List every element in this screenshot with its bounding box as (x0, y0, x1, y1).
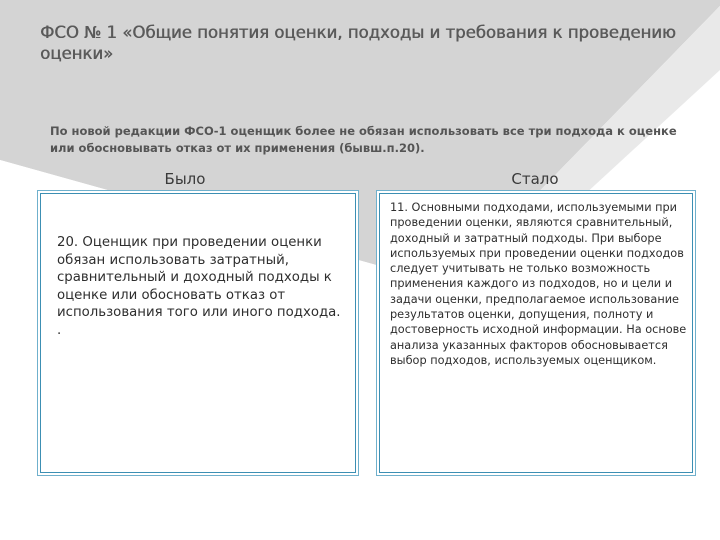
text-box-after-content: 11. Основными подходами, используемыми при проведении оценки, являются сравнительный, доходный и затратный подходы. При выборе используемых при проведении оценки подходов следует учитывать не только возможность применения каждого из подходов, но и цели и задачи оценки, предполагаемое использование результатов оценки, допущения, полноту и достоверность исходной информации. На основе анализа указанных факторов обосновывается выбор подходов, используемых оценщиком. (390, 201, 687, 367)
slide-subtitle: По новой редакции ФСО-1 оценщик более не обязан использовать все три подхода к оценке или обосновывать отказ от их применения (бывш.п.20). (50, 124, 677, 155)
text-box-before (40, 193, 356, 473)
text-box-after (379, 193, 693, 473)
column-heading-after: Стало (511, 170, 559, 188)
text-box-before-content: 20. Оценщик при проведении оценки обязан использовать затратный, сравнительный и доходный подходы к оценке или обосновать отказ от использования того или иного подхода. . (57, 235, 341, 338)
slide-title: ФСО № 1 «Общие понятия оценки, подходы и требования к проведению оценки» (40, 23, 676, 63)
column-heading-before: Было (164, 170, 206, 188)
